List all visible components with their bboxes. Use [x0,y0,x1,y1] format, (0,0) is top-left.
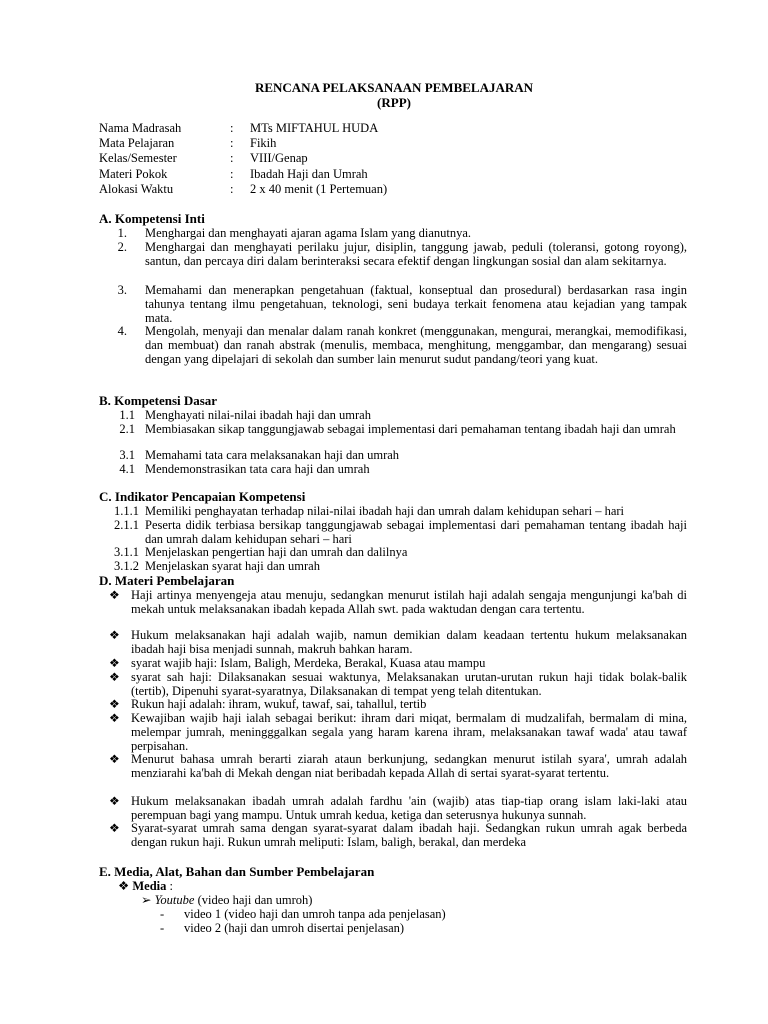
info-label: Alokasi Waktu [99,181,174,196]
item-number: 1.1 [119,408,135,422]
document-title: RENCANA PELAKSANAAN PEMBELAJARAN [254,80,534,95]
item-text: Peserta didik terbiasa bersikap tanggungjawab sebagai implementasi dari pemahaman tentang ibadah haji dan umrah dalam kehidupan sehari – hari [145,518,687,547]
info-colon: : [230,181,234,196]
item-text: Menghargai dan menghayati perilaku jujur, disiplin, tanggung jawab, peduli (toleransi, gotong royong), santun, dan percaya diri dalam berinteraksi secara efektif dengan lingkungan sosial dan alam sekitarnya. [145,240,687,269]
info-label: Mata Pelajaran [99,136,175,151]
item-text: Menurut bahasa umrah berarti ziarah ataun berkunjung, sedangkan menurut istilah syara', umrah adalah menziarahi ka'bah di Mekah dengan niat beribadah kepada Allah di sertai syarat-syarat tertentu. [131,752,687,781]
info-colon: : [230,136,234,151]
bullet-icon: ❖ [109,628,120,642]
item-number: 3.1 [119,448,135,462]
media-colon: : [166,879,173,893]
bullet-icon: ❖ [109,794,120,808]
item-text: Memahami dan menerapkan pengetahuan (faktual, konseptual dan prosedural) berdasarkan rasa ingin tahunya tentang ilmu pengetahuan, teknologi, seni budaya terkait fenomena atau kejadian yang tampak mata. [145,283,687,326]
bullet-icon: ❖ [109,697,120,711]
item-text: Menghargai dan menghayati ajaran agama Islam yang dianutnya. [145,226,472,240]
youtube-desc: (video haji dan umroh) [194,893,313,907]
item-text: Membiasakan sikap tanggungjawab sebagai implementasi dari pemahaman tentang ibadah haji dan umrah [145,422,676,436]
item-number: 3. [117,283,127,297]
item-number: 4.1 [119,462,135,476]
video-item [160,907,164,921]
bullet-icon: ❖ [109,821,120,835]
bullet-icon: ❖ [109,656,120,670]
video-item-text: video 2 (haji dan umroh disertai penjelasan) [184,921,405,935]
item-number: 1. [117,226,127,240]
item-text: Haji artinya menyengeja atau menuju, sedangkan menurut istilah haji adalah sengaja mengunjungi ka'bah di mekah untuk melaksanakan ibadah kepada Allah swt. pada waktudan dengan cara tertentu. [131,588,687,617]
section-heading-materi: D. Materi Pembelajaran [99,573,235,588]
info-colon: : [230,151,234,166]
youtube-label: Youtube [154,893,195,907]
info-label: Nama Madrasah [99,121,182,135]
bullet-icon: ❖ [109,588,120,602]
item-text: Menjelaskan syarat haji dan umrah [145,559,320,573]
identity-table [99,121,387,197]
item-number: 2. [117,240,127,254]
section-heading-media: E. Media, Alat, Bahan dan Sumber Pembelajaran [99,864,375,879]
info-row [99,151,387,166]
info-row [99,121,387,136]
item-number: 3.1.1 [114,545,139,559]
info-value: VIII/Genap [250,151,308,166]
info-row [99,182,387,197]
bullet-icon: ❖ [109,670,120,684]
item-text: Memiliki penghayatan terhadap nilai-nilai ibadah haji dan umrah dalam kehidupan sehari – hari [145,504,625,518]
item-number: 2.1.1 [114,518,139,532]
section-heading-indikator: C. Indikator Pencapaian Kompetensi [99,489,306,504]
info-value: Ibadah Haji dan Umrah [250,166,368,181]
info-value: 2 x 40 menit (1 Pertemuan) [250,181,388,196]
section-heading-kompetensi-inti: A. Kompetensi Inti [99,211,205,226]
info-row [99,136,387,151]
item-text: Kewajiban wajib haji ialah sebagai berikut: ihram dari miqat, bermalam di mudzalifah, bermalam di mina, melempar jumrah, meningggalkan segala yang haram karena ihram, melaksanakan tawaf wada' atau tawaf perpisahan. [131,711,687,754]
item-text: Menghayati nilai-nilai ibadah haji dan umrah [145,408,371,422]
document-subtitle: (RPP) [377,95,411,110]
item-number: 4. [117,324,127,338]
item-text: syarat sah haji: Dilaksanakan sesuai waktunya, Melaksanakan urutan-urutan rukun haji tidak bolak-balik (tertib), Dipenuhi syarat-syaratnya, Dilaksanakan di tempat yeng telah ditentukan. [131,670,687,699]
info-label: Materi Pokok [99,166,168,181]
item-number: 1.1.1 [114,504,139,518]
item-text: Menjelaskan pengertian haji dan umrah dan dalilnya [145,545,408,559]
youtube-line [141,893,312,907]
info-label: Kelas/Semester [99,151,177,166]
dash-bullet: - [160,907,165,921]
item-number: 2.1 [119,422,135,436]
item-number: 3.1.2 [114,559,139,573]
dash-bullet: - [160,921,165,935]
item-text: Hukum melaksanakan ibadah umrah adalah fardhu 'ain (wajib) atas tiap-tiap orang islam laki-laki atau perempuan bagi yang mampu. Untuk umrah kedua, ketiga dan seterusnya hukunya sunnah. [131,794,687,823]
item-text: Syarat-syarat umrah sama dengan syarat-syarat dalam ibadah haji. Sedangkan rukun umrah agak berbeda dengan rukun haji. Rukun umrah meliputi: Islam, baligh, berakal, dan merdeka [131,821,687,850]
info-colon: : [230,121,234,135]
item-text: syarat wajib haji: Islam, Baligh, Merdeka, Berakal, Kuasa atau mampu [131,656,486,670]
info-value: MTs MIFTAHUL HUDA [250,121,379,135]
item-text: Memahami tata cara melaksanakan haji dan umrah [145,448,400,462]
info-row [99,167,387,182]
item-text: Rukun haji adalah: ihram, wukuf, tawaf, sai, tahallul, tertib [131,697,427,711]
media-label: Media [132,879,167,893]
item-text: Hukum melaksanakan haji adalah wajib, namun demikian dalam keadaan tertentu hukum melaksanakan ibadah haji bisa menjadi sunnah, makruh bahkan haram. [131,628,687,657]
arrow-icon: ➢ [141,893,152,907]
bullet-icon: ❖ [109,752,120,766]
bullet-icon: ❖ [118,879,130,893]
section-heading-kompetensi-dasar: B. Kompetensi Dasar [99,393,218,408]
video-item [160,921,164,935]
item-text: Mengolah, menyaji dan menalar dalam ranah konkret (menggunakan, mengurai, merangkai, memodifikasi, dan membuat) dan ranah abstrak (menulis, membaca, menghitung, menggambar, dan mengarang) sesuai dengan yang dipelajari di sekolah dan sumber lain menurut sudut pandang/teori yang kuat. [145,324,687,367]
item-text: Mendemonstrasikan tata cara haji dan umrah [145,462,370,476]
bullet-icon: ❖ [109,711,120,725]
media-line [118,879,173,893]
info-colon: : [230,166,234,181]
video-item-text: video 1 (video haji dan umroh tanpa ada penjelasan) [184,907,446,921]
info-value: Fikih [250,136,277,151]
